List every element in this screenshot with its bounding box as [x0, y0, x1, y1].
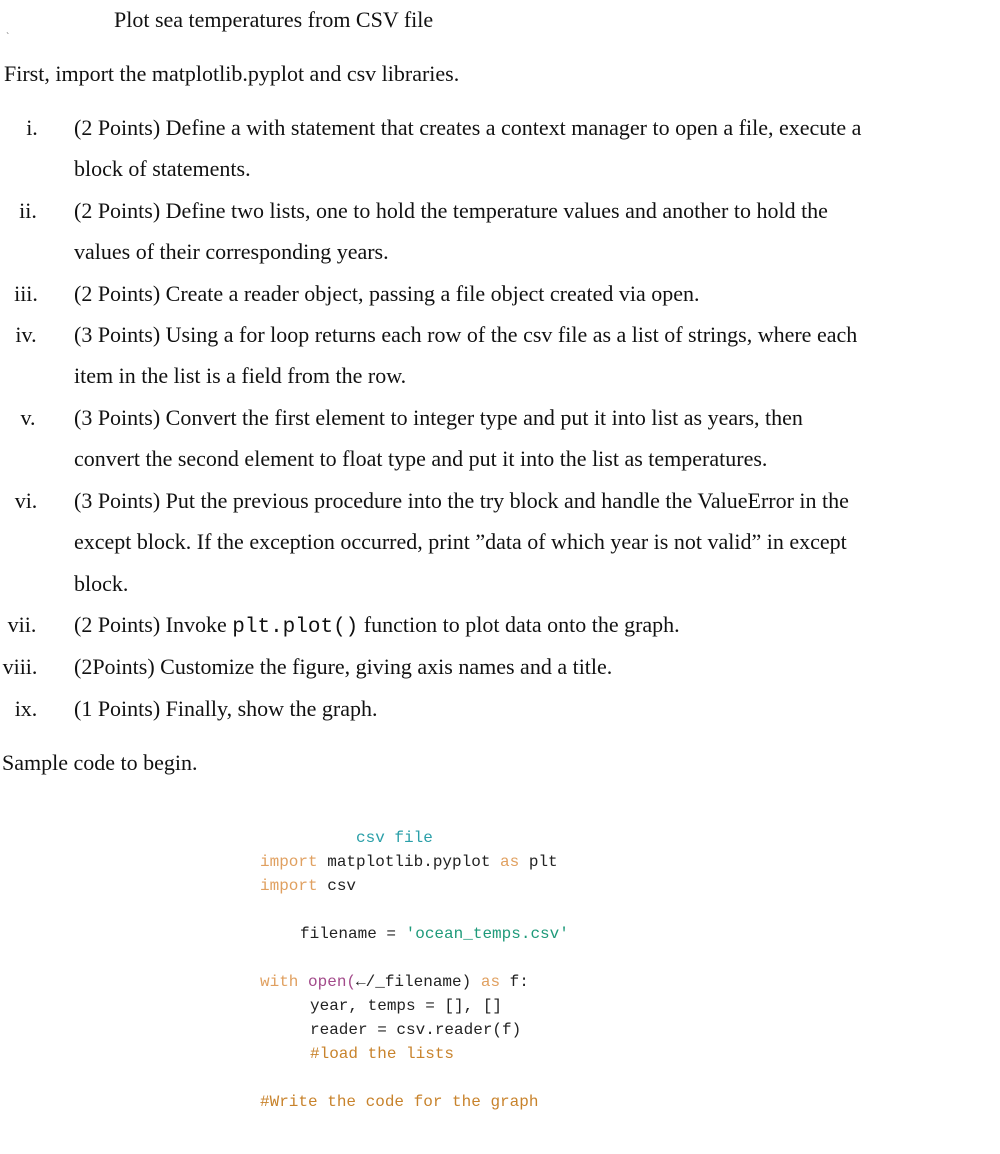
item-text: (3 Points) Convert the first element to integer type and put it into list as years, then: [74, 405, 803, 430]
item-number: ii.: [19, 198, 37, 223]
code-function: open(: [298, 973, 357, 991]
code-string: 'ocean_temps.csv': [405, 925, 569, 943]
item-text: (2 Points) Create a reader object, passing a file object created via open.: [74, 281, 700, 306]
code-line-import-csv: [260, 874, 356, 898]
code-variable: f:: [500, 973, 529, 991]
code-header: csv file: [356, 829, 433, 847]
code-line-reader: reader = csv.reader(f): [310, 1021, 522, 1039]
item-text: (1 Points) Finally, show the graph.: [74, 696, 378, 721]
item-text: except block. If the exception occurred, print ”data of which year is not valid” in except: [74, 529, 847, 554]
corner-mark: `: [6, 32, 10, 43]
item-number: iii.: [14, 281, 38, 306]
item-text: (2 Points) Define two lists, one to hold the temperature values and another to hold the: [74, 198, 828, 223]
item-text: values of their corresponding years.: [74, 239, 389, 264]
item-text: [74, 611, 680, 642]
item-number: iv.: [15, 322, 37, 347]
item-text: block.: [74, 571, 129, 596]
item-text: (3 Points) Using a for loop returns each row of the csv file as a list of strings, where each: [74, 322, 858, 347]
item-number: vi.: [14, 488, 38, 513]
item-number: ix.: [14, 696, 38, 721]
page-title: Plot sea temperatures from CSV file: [114, 7, 434, 32]
code-line-with: [260, 970, 529, 994]
item-text-suffix: function to plot data onto the graph.: [358, 612, 680, 637]
sample-code-label: Sample code to begin.: [2, 750, 198, 775]
code-variable: filename: [300, 925, 377, 943]
code-module: csv: [317, 877, 357, 895]
item-number: vii.: [7, 612, 37, 637]
intro-text: First, import the matplotlib.pyplot and csv libraries.: [4, 61, 460, 86]
code-keyword: with: [260, 973, 299, 991]
code-line-filename: [300, 922, 569, 946]
code-line-import-matplotlib: [260, 850, 558, 874]
code-module: matplotlib.pyplot: [317, 853, 501, 871]
code-argument: ←/_filename): [356, 973, 472, 991]
item-number: v.: [20, 405, 36, 430]
code-keyword: as: [500, 853, 520, 871]
code-keyword: import: [260, 853, 318, 871]
item-text: (2 Points) Define a with statement that creates a context manager to open a file, execute a: [74, 115, 862, 140]
item-text: (2Points) Customize the figure, giving axis names and a title.: [74, 654, 613, 679]
item-text: block of statements.: [74, 156, 251, 181]
code-snippet: [260, 826, 680, 1126]
item-text: item in the list is a field from the row.: [74, 363, 407, 388]
inline-code: plt.plot(): [232, 616, 359, 639]
code-line-lists: year, temps = [], []: [310, 997, 503, 1015]
item-number: i.: [26, 115, 38, 140]
code-operator: =: [376, 925, 406, 943]
item-number: viii.: [2, 654, 38, 679]
code-comment: #load the lists: [310, 1045, 455, 1063]
code-alias: plt: [519, 853, 558, 871]
code-keyword: import: [260, 877, 318, 895]
code-keyword: as: [471, 973, 501, 991]
code-comment: #Write the code for the graph: [260, 1093, 539, 1111]
item-text: convert the second element to float type and put it into the list as temperatures.: [74, 446, 768, 471]
item-text-prefix: (2 Points) Invoke: [74, 612, 233, 637]
item-text: (3 Points) Put the previous procedure into the try block and handle the ValueError in the: [74, 488, 849, 513]
